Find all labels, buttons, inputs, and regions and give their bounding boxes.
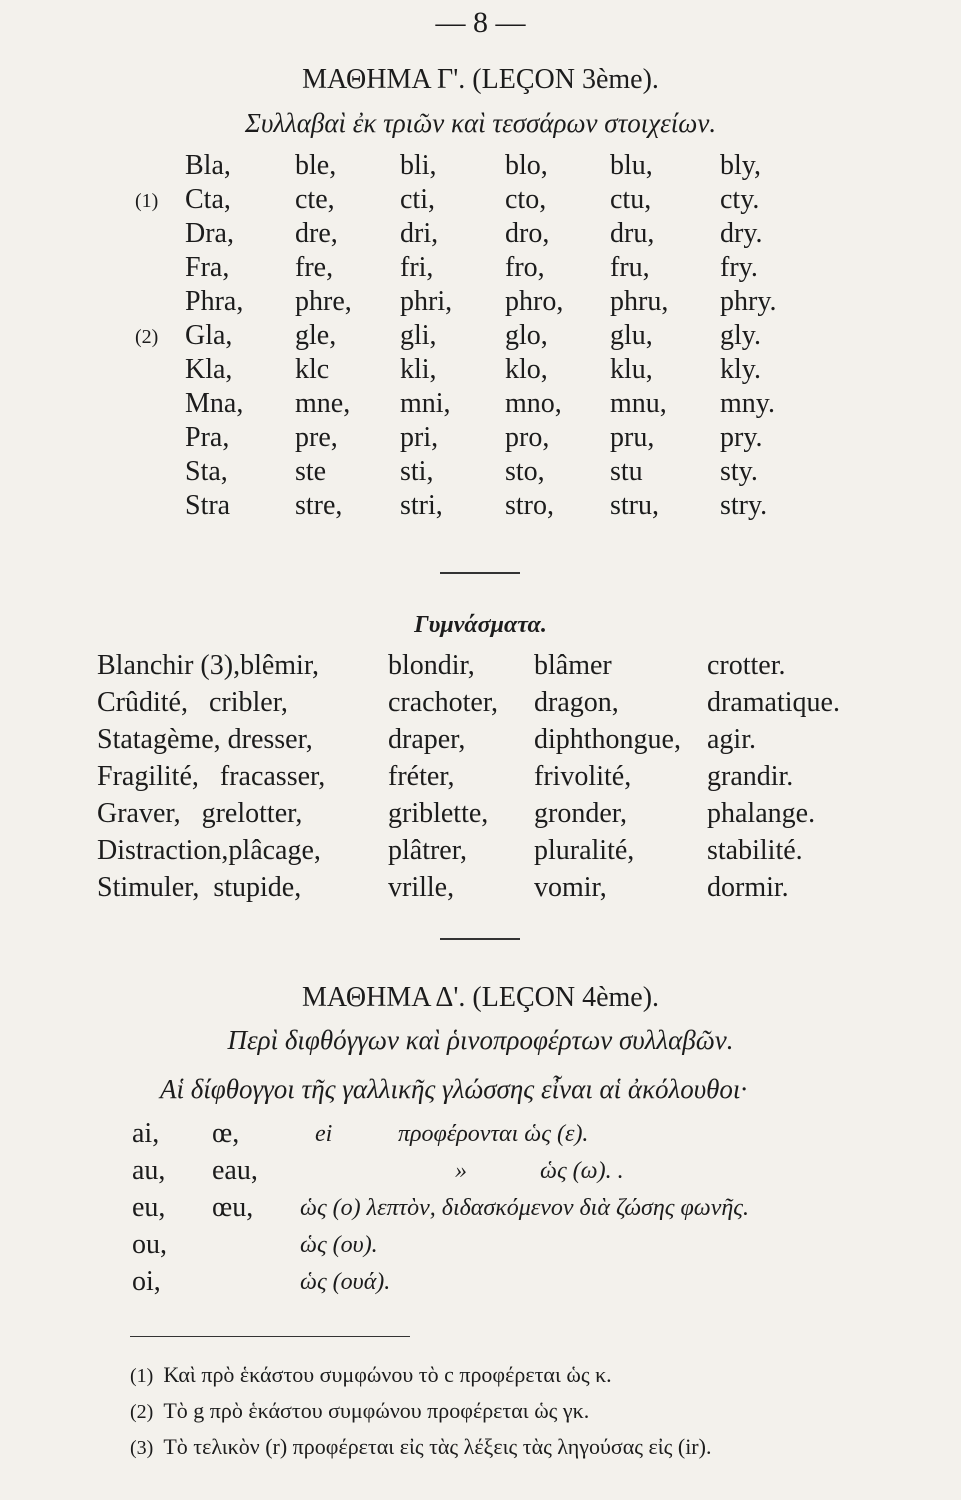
exercise-word: dramatique. (707, 687, 840, 718)
exercise-row (0, 761, 961, 795)
syllable-cell: stro, (505, 490, 554, 521)
footnote-text: Τὸ τελικὸν (r) προφέρεται εἰς τὰς λέξεις τὰς ληγούσας εἰς (ir). (163, 1434, 712, 1459)
exercise-word: stabilité. (707, 835, 803, 866)
diphthong-cell: ὡς (ο) λεπτὸν, διδασκόμενον διὰ ζώσης φωνῆς. (300, 1195, 750, 1221)
diphthong-row (0, 1229, 961, 1263)
diphthong-row (0, 1266, 961, 1300)
syllable-row (0, 320, 961, 354)
exercise-word: diphthongue, (534, 724, 681, 755)
syllable-row (0, 388, 961, 422)
exercise-word: pluralité, (534, 835, 635, 866)
diphthong-cell: œ, (212, 1118, 240, 1149)
diphthong-cell: ὡς (ω). . (540, 1158, 624, 1184)
footnote-3 (130, 1434, 711, 1460)
exercise-row (0, 650, 961, 684)
footnote-1 (130, 1362, 612, 1388)
syllable-cell: cte, (295, 184, 335, 215)
diphthong-row (0, 1192, 961, 1226)
syllable-cell: fri, (400, 252, 434, 283)
section-divider (440, 938, 520, 940)
exercise-word: Graver, grelotter, (97, 798, 303, 829)
syllable-cell: stry. (720, 490, 768, 521)
exercise-row (0, 798, 961, 832)
syllable-cell: Kla, (185, 354, 233, 385)
syllable-cell: fre, (295, 252, 334, 283)
syllable-cell: mne, (295, 388, 351, 419)
exercise-word: blondir, (388, 650, 475, 681)
syllable-cell: dri, (400, 218, 439, 249)
lesson4-subtitle: Περὶ διφθόγγων καὶ ῥινοπροφέρτων συλλαβῶν. (227, 1025, 734, 1055)
lesson3-title: ΜΑΘΗΜΑ Γ'. (LEÇON 3ème). (302, 64, 659, 95)
syllable-cell: cti, (400, 184, 435, 215)
syllable-cell: phre, (295, 286, 352, 317)
syllable-cell: Mna, (185, 388, 244, 419)
syllable-row (0, 286, 961, 320)
exercise-word: agir. (707, 724, 756, 755)
exercise-row (0, 687, 961, 721)
syllable-cell: ble, (295, 150, 337, 181)
syllable-cell: dru, (610, 218, 655, 249)
syllable-cell: stru, (610, 490, 659, 521)
syllable-cell: mny. (720, 388, 775, 419)
exercise-word: griblette, (388, 798, 489, 829)
syllable-cell: Bla, (185, 150, 231, 181)
diphthong-cell: ὡς (ουά). (300, 1269, 391, 1295)
exercise-word: vomir, (534, 872, 607, 903)
syllable-cell: stu (610, 456, 643, 487)
syllable-row (0, 150, 961, 184)
diphthong-cell: oi, (132, 1266, 161, 1297)
syllable-cell: klo, (505, 354, 548, 385)
exercise-word: dragon, (534, 687, 619, 718)
diphthong-cell: au, (132, 1155, 166, 1186)
syllable-cell: dry. (720, 218, 763, 249)
diphthong-cell: ou, (132, 1229, 167, 1260)
syllable-cell: pro, (505, 422, 550, 453)
syllable-cell: cty. (720, 184, 760, 215)
diphthong-intro: Αἱ δίφθογγοι τῆς γαλλικῆς γλώσσης εἶναι αἱ ἀκόλουθοι· (160, 1074, 748, 1104)
syllable-cell: mno, (505, 388, 562, 419)
footnote-2 (130, 1398, 589, 1424)
exercise-word: frivolité, (534, 761, 632, 792)
diphthong-cell: προφέρονται ὡς (ε). (398, 1121, 589, 1147)
footnote-number: (3) (130, 1437, 154, 1459)
syllable-cell: blu, (610, 150, 653, 181)
diphthong-cell: ὡς (ου). (300, 1232, 378, 1258)
exercise-row (0, 872, 961, 906)
syllable-row (0, 490, 961, 524)
syllable-cell: Fra, (185, 252, 230, 283)
syllable-cell: sto, (505, 456, 545, 487)
exercise-word: phalange. (707, 798, 816, 829)
syllable-cell: blo, (505, 150, 548, 181)
exercise-word: grandir. (707, 761, 794, 792)
footnote-number: (2) (130, 1401, 154, 1423)
syllable-cell: gly. (720, 320, 761, 351)
exercise-row (0, 724, 961, 758)
syllable-cell: sty. (720, 456, 758, 487)
footnote-text: Καὶ πρὸ ἑκάστου συμφώνου τὸ c προφέρεται ὡς κ. (163, 1362, 612, 1387)
syllable-cell: sti, (400, 456, 434, 487)
lesson3-subtitle: Συλλαβαὶ ἐκ τριῶν καὶ τεσσάρων στοιχείων. (244, 108, 717, 138)
syllable-cell: ctu, (610, 184, 652, 215)
syllable-row (0, 456, 961, 490)
lesson4-title: ΜΑΘΗΜΑ Δ'. (LEÇON 4ème). (301, 982, 660, 1013)
footnote-rule (130, 1336, 410, 1337)
syllable-cell: phry. (720, 286, 777, 317)
diphthong-cell: ei (315, 1121, 333, 1147)
diphthong-cell: ai, (132, 1118, 160, 1149)
syllable-cell: gle, (295, 320, 337, 351)
exercise-word: Distraction,plâcage, (97, 835, 321, 866)
footnote-number: (1) (130, 1365, 154, 1387)
syllable-cell: kly. (720, 354, 761, 385)
footnote-text: Τὸ g πρὸ ἑκάστου συμφώνου προφέρεται ὡς γκ. (163, 1398, 590, 1423)
page-number: — 8 — (435, 6, 526, 39)
syllable-cell: phri, (400, 286, 453, 317)
diphthong-cell: eu, (132, 1192, 166, 1223)
syllable-row (0, 354, 961, 388)
syllable-cell: Dra, (185, 218, 234, 249)
syllable-cell: kli, (400, 354, 437, 385)
footnote-marker: (1) (135, 190, 159, 212)
syllable-cell: bli, (400, 150, 437, 181)
syllable-cell: pru, (610, 422, 655, 453)
syllable-cell: klc (295, 354, 330, 385)
exercise-word: Blanchir (3),blêmir, (97, 650, 320, 681)
exercise-word: fréter, (388, 761, 455, 792)
syllable-cell: mni, (400, 388, 451, 419)
syllable-cell: bly, (720, 150, 761, 181)
diphthong-row (0, 1155, 961, 1189)
exercise-word: plâtrer, (388, 835, 467, 866)
syllable-cell: dro, (505, 218, 550, 249)
syllable-cell: glo, (505, 320, 548, 351)
exercise-row (0, 835, 961, 869)
syllable-cell: ste (295, 456, 327, 487)
exercise-word: dormir. (707, 872, 789, 903)
syllable-cell: glu, (610, 320, 653, 351)
syllable-cell: klu, (610, 354, 653, 385)
exercise-word: gronder, (534, 798, 627, 829)
footnote-marker: (2) (135, 326, 159, 348)
exercise-word: crotter. (707, 650, 786, 681)
syllable-cell: Cta, (185, 184, 231, 215)
syllable-cell: dre, (295, 218, 338, 249)
exercise-word: Fragilité, fracasser, (97, 761, 326, 792)
syllable-cell: Phra, (185, 286, 244, 317)
syllable-cell: Stra (185, 490, 231, 521)
syllable-cell: phro, (505, 286, 564, 317)
syllable-row (0, 422, 961, 456)
syllable-cell: Pra, (185, 422, 230, 453)
exercise-word: crachoter, (388, 687, 499, 718)
syllable-cell: cto, (505, 184, 547, 215)
diphthong-row (0, 1118, 961, 1152)
syllable-cell: pry. (720, 422, 763, 453)
syllable-cell: phru, (610, 286, 669, 317)
exercise-word: Crûdité, cribler, (97, 687, 288, 718)
syllable-cell: pre, (295, 422, 338, 453)
diphthong-cell: » (455, 1158, 467, 1184)
diphthong-cell: eau, (212, 1155, 258, 1186)
syllable-cell: pri, (400, 422, 439, 453)
syllable-cell: stre, (295, 490, 343, 521)
exercise-word: blâmer (534, 650, 612, 681)
syllable-cell: Gla, (185, 320, 233, 351)
syllable-cell: mnu, (610, 388, 667, 419)
syllable-row (0, 218, 961, 252)
diphthong-cell: œu, (212, 1192, 254, 1223)
exercises-title: Γυμνάσματα. (414, 612, 547, 638)
section-divider (440, 572, 520, 574)
exercise-word: draper, (388, 724, 466, 755)
exercise-word: Stimuler, stupide, (97, 872, 302, 903)
exercise-word: vrille, (388, 872, 455, 903)
syllable-row (0, 184, 961, 218)
syllable-row (0, 252, 961, 286)
syllable-cell: fry. (720, 252, 758, 283)
syllable-cell: fro, (505, 252, 545, 283)
syllable-cell: fru, (610, 252, 650, 283)
syllable-cell: gli, (400, 320, 437, 351)
syllable-cell: Sta, (185, 456, 228, 487)
exercise-word: Statagème, dresser, (97, 724, 313, 755)
syllable-cell: stri, (400, 490, 443, 521)
